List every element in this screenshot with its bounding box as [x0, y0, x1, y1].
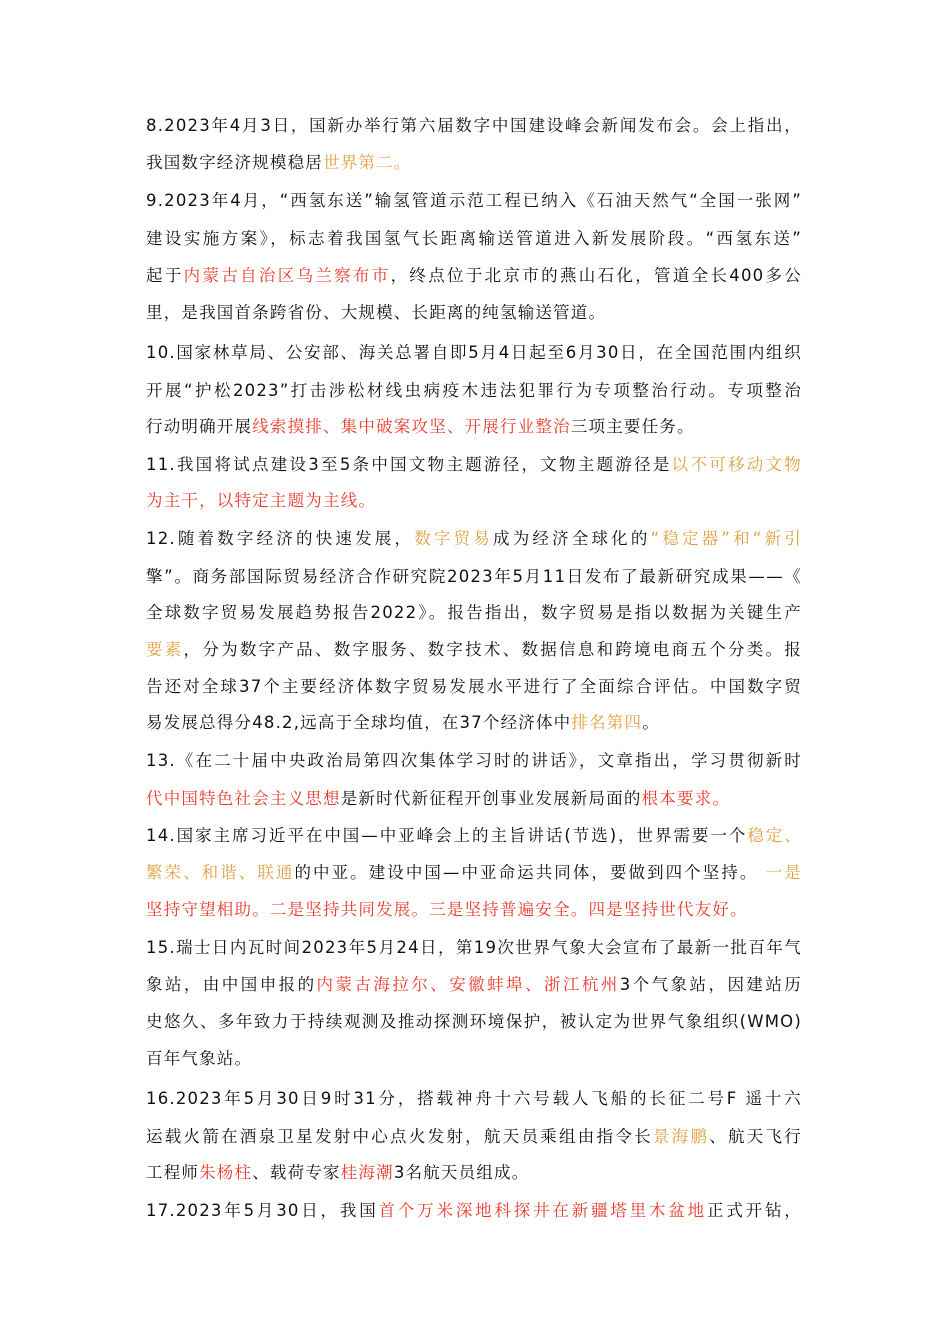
body-text: ，分为数字产品、数字服务、数字技术、数据信息和跨境电商五个分类。报	[183, 640, 802, 659]
highlight-red-text: 内蒙古自治区乌兰察布市	[183, 266, 391, 285]
text-line	[146, 302, 816, 324]
text-line	[146, 825, 802, 847]
highlight-red-text: 桂海潮	[340, 1163, 394, 1182]
body-text: 易发展总得分48.2,远高于全球均值，在37个经济体中	[146, 713, 572, 732]
body-text: 开展“护松2023”打击涉松材线虫病疫木违法犯罪行为专项整治行动。专项整治	[146, 381, 802, 400]
body-text: 是新时代新征程开创事业发展新局面的	[340, 789, 642, 808]
text-line	[146, 490, 816, 512]
text-line	[146, 712, 816, 734]
highlight-red-text: 首个万米深地科探井在新疆塔里木盆地	[378, 1201, 708, 1220]
text-line	[146, 788, 816, 810]
text-line	[146, 454, 802, 476]
text-line	[146, 1162, 816, 1184]
body-text: 百年气象站。	[146, 1049, 253, 1068]
highlight-red-text: 朱杨柱	[199, 1163, 253, 1182]
body-text: 17.2023年5月30日，我国	[146, 1201, 379, 1220]
text-line	[146, 639, 802, 661]
text-line	[146, 566, 802, 588]
highlight-red-text: 线索摸排、集中破案攻坚、开展行业整治	[252, 417, 571, 436]
text-line	[146, 115, 802, 137]
highlight-orange-text: 要素	[146, 640, 184, 659]
body-text: 起于	[146, 266, 184, 285]
body-text: 15.瑞士日内瓦时间2023年5月24日，第19次世界气象大会宣布了最新一批百年气	[146, 938, 802, 957]
body-text: 11.我国将试点建设3至5条中国文物主题游径，文物主题游径是	[146, 455, 672, 474]
body-text: 10.国家林草局、公安部、海关总署自即5月4日起至6月30日，在全国范围内组织	[146, 343, 802, 362]
text-line	[146, 265, 802, 287]
body-text: 全球数字贸易发展趋势报告2022》。报告指出，数字贸易是指以数据为关键生产	[146, 603, 802, 622]
body-text: 运载火箭在酒泉卫星发射中心点火发射，航天员乘组由指令长	[146, 1127, 653, 1146]
body-text: 3个气象站，因建站历	[619, 975, 802, 994]
text-line	[146, 1200, 802, 1222]
text-line	[146, 190, 802, 212]
text-line	[146, 1048, 816, 1070]
highlight-orange-text: “稳定器”和“新引	[650, 529, 802, 548]
body-text: 象站，由中国申报的	[146, 975, 317, 994]
text-line	[146, 1088, 802, 1110]
body-text: 13.《在二十届中央政治局第四次集体学习时的讲话》，文章指出，学习贯彻新时	[146, 751, 802, 770]
highlight-orange-text: 排名第四	[571, 713, 643, 732]
text-line	[146, 862, 802, 884]
highlight-red-text: 根本要求。	[641, 789, 731, 808]
text-line	[146, 974, 802, 996]
highlight-red-text: 内蒙古海拉尔、安徽蚌埠、浙江杭州	[316, 975, 620, 994]
text-line	[146, 937, 802, 959]
highlight-orange-text: 数字贸易	[414, 529, 493, 548]
text-line	[146, 899, 816, 921]
highlight-orange-text: 稳定、	[747, 826, 802, 845]
body-text: 工程师	[146, 1163, 200, 1182]
text-line	[146, 1011, 802, 1033]
text-line	[146, 380, 802, 402]
highlight-orange-text: 以不可移动文物	[671, 455, 802, 474]
body-text: 9.2023年4月，“西氢东送”输氢管道示范工程已纳入《石油天然气“全国一张网”	[146, 191, 802, 210]
highlight-orange-text: 一是	[765, 863, 802, 882]
highlight-red-text: 为主干，以特定主题为主线。	[146, 491, 377, 510]
body-text: ，终点位于北京市的燕山石化，管道全长400多公	[390, 266, 803, 285]
body-text: 16.2023年5月30日9时31分，搭载神舟十六号载人飞船的长征二号F 遥十六	[146, 1089, 802, 1108]
text-line	[146, 342, 802, 364]
body-text: 3名航天员组成。	[393, 1163, 530, 1182]
body-text: 、航天飞行	[709, 1127, 802, 1146]
body-text: 12.随着数字经济的快速发展，	[146, 529, 415, 548]
body-text: 史悠久、多年致力于持续观测及推动探测环境保护，被认定为世界气象组织(WMO)	[146, 1012, 802, 1031]
body-text: 行动明确开展	[146, 417, 253, 436]
highlight-orange-text: 景海鹏	[652, 1127, 710, 1146]
text-line	[146, 228, 802, 250]
text-line	[146, 676, 802, 698]
text-line	[146, 1126, 802, 1148]
text-line	[146, 750, 802, 772]
text-line	[146, 602, 802, 624]
text-line	[146, 528, 802, 550]
body-text: 建设实施方案》，标志着我国氢气长距离输送管道进入新发展阶段。“西氢东送”	[146, 229, 802, 248]
body-text: 的中亚。建设中国—中亚命运共同体，要做到四个坚持。	[294, 863, 766, 882]
body-text: 里，是我国首条跨省份、大规模、长距离的纯氢输送管道。	[146, 303, 607, 322]
highlight-orange-text: 繁荣、和谐、联通	[146, 863, 295, 882]
body-text: 。	[642, 713, 660, 732]
body-text: 成为经济全球化的	[493, 529, 651, 548]
body-text: 正式开钻，	[707, 1201, 803, 1220]
body-text: 我国数字经济规模稳居	[146, 153, 323, 172]
body-text: 三项主要任务。	[570, 417, 695, 436]
text-line	[146, 416, 816, 438]
body-text: 8.2023年4月3日，国新办举行第六届数字中国建设峰会新闻发布会。会上指出，	[146, 116, 802, 135]
body-text: 擎”。商务部国际贸易经济合作研究院2023年5月11日发布了最新研究成果——《	[146, 567, 802, 586]
highlight-orange-text: 世界第二。	[323, 153, 412, 172]
body-text: 、载荷专家	[252, 1163, 341, 1182]
body-text: 14.国家主席习近平在中国—中亚峰会上的主旨讲话(节选)，世界需要一个	[146, 826, 748, 845]
text-line	[146, 152, 816, 174]
highlight-red-text: 坚持守望相助。二是坚持共同发展。三是坚持普遍安全。四是坚持世代友好。	[146, 900, 748, 919]
highlight-red-text: 代中国特色社会主义思想	[146, 789, 341, 808]
body-text: 告还对全球37个主要经济体数字贸易发展水平进行了全面综合评估。中国数字贸	[146, 677, 802, 696]
